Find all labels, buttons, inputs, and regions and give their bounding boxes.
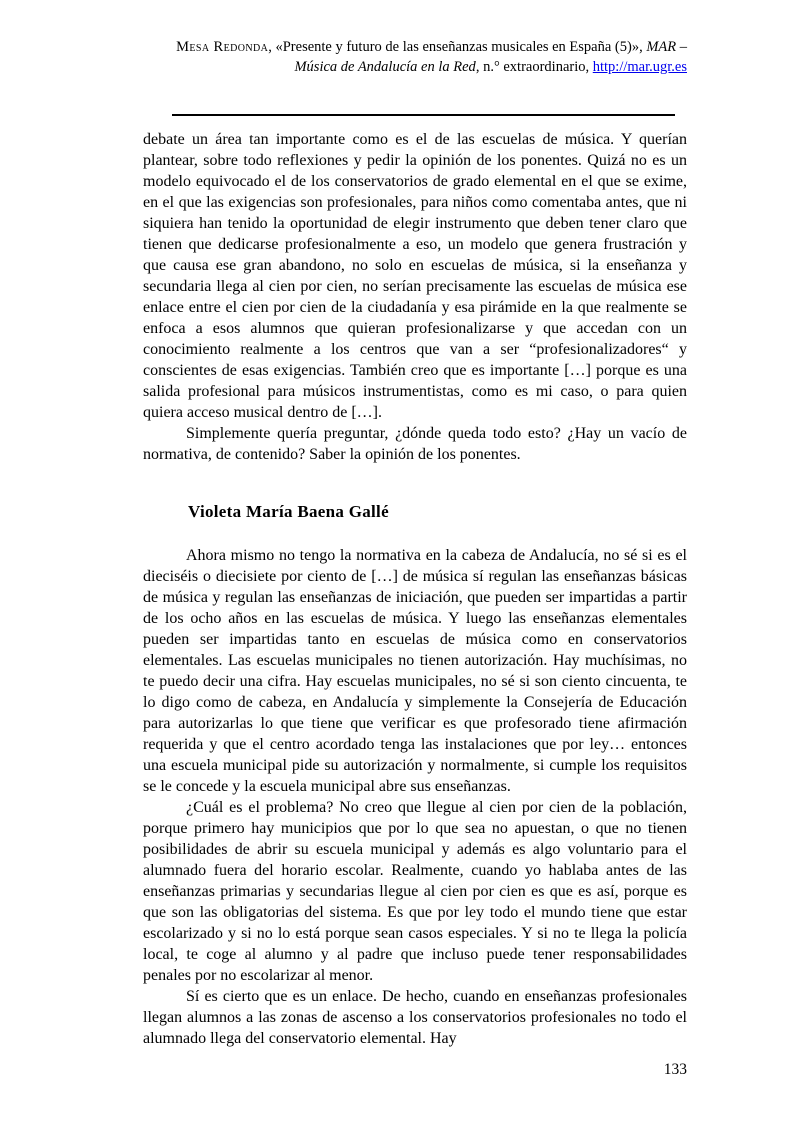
running-header — [143, 37, 687, 77]
header-journal-title: MAR – Música de Andalucía en la Red — [294, 39, 687, 75]
paragraph: Ahora mismo no tengo la normativa en la cabeza de Andalucía, no sé si es el dieciséis o diecisiete por ciento de […] de música sí regulan las enseñanzas básicas de música y regulan las enseñanzas de iniciación, que pueden ser impartidas a partir de los ocho años en las escuelas de música. Y luego las enseñanzas elementales pueden ser impartidas tanto en escuelas de música como en conservatorios elementales. Las escuelas municipales no tienen autorización. Hay muchísimas, no te puedo decir una cifra. Hay escuelas municipales, no sé si son ciento cincuenta, te lo digo como de cabeza, en Andalucía y simplemente la Consejería de Educación para autorizarlas lo que tiene que verificar es que profesorado tiene afirmación requerida y que el centro acordado tenga las instalaciones que por ley… entonces una escuela municipal pide su autorización y normalmente, si cumple los requisitos se le concede y la escuela municipal abre sus enseñanzas. — [143, 547, 687, 795]
speaker-heading: Violeta María Baena Gallé — [188, 502, 389, 521]
paragraph: Simplemente quería preguntar, ¿dónde queda todo esto? ¿Hay un vacío de normativa, de contenido? Saber la opinión de los ponentes. — [143, 425, 687, 463]
paragraph: ¿Cuál es el problema? No creo que llegue al cien por cien de la población, porque primero hay municipios que por lo que sea no apuestan, o que no tienen posibilidades de abrir su escuela municipal y además es algo voluntario para el alumnado fuera del horario escolar. Realmente, cuando yo hablaba antes de las enseñanzas primarias y secundarias llegue al cien por cien es que es así, porque es que son las obligatorias del sistema. Es que por ley todo el mundo tiene que estar escolarizado y si no lo está porque sean casos especiales. Y si no te llega la policía local, te coge al alumno y al padre que incluso puede tener responsabilidades penales por no escolarizar al menor. — [143, 799, 687, 984]
header-article-title: , «Presente y futuro de las enseñanzas musicales en España (5)», — [268, 39, 647, 55]
header-series-name: Mesa Redonda — [176, 39, 269, 55]
header-rule — [172, 114, 675, 116]
article-body — [143, 129, 687, 1049]
paragraph: Sí es cierto que es un enlace. De hecho, cuando en enseñanzas profesionales llegan alumnos a las zonas de ascenso a los conservatorios profesionales no todo el alumnado llega del conservatorio elemental. Hay — [143, 988, 687, 1047]
header-issue-info: , n.° extraordinario, — [475, 59, 593, 75]
paragraph: debate un área tan importante como es el de las escuelas de música. Y querían plantear, sobre todo reflexiones y pedir la opinión de los ponentes. Quizá no es un modelo equivocado el de los conservatorios de grado elemental en el que se exime, en el que las exigencias son profesionales, para niños como comentaba antes, que ni siquiera han tenido la oportunidad de elegir instrumento que deben tener claro que tienen que dedicarse profesionalmente a eso, un modelo que genera frustración y que causa ese gran abandono, no solo en escuelas de música, si la enseñanza y secundaria llega al cien por cien, no serían precisamente las escuelas de música ese enlace entre el cien por cien de la ciudadanía y esa pirámide en la que realmente se enfoca a esos alumnos que quieran profesionalizarse y que accedan con un conocimiento realmente a los centros que van a ser “profesionalizadores“ y conscientes de esas exigencias. También creo que es importante […] porque es una salida profesional para músicos instrumentistas, como es mi caso, o para quien quiera acceso musical dentro de […]. — [143, 131, 687, 421]
header-journal-link[interactable]: http://mar.ugr.es — [592, 59, 687, 75]
page-number: 133 — [663, 1061, 687, 1078]
